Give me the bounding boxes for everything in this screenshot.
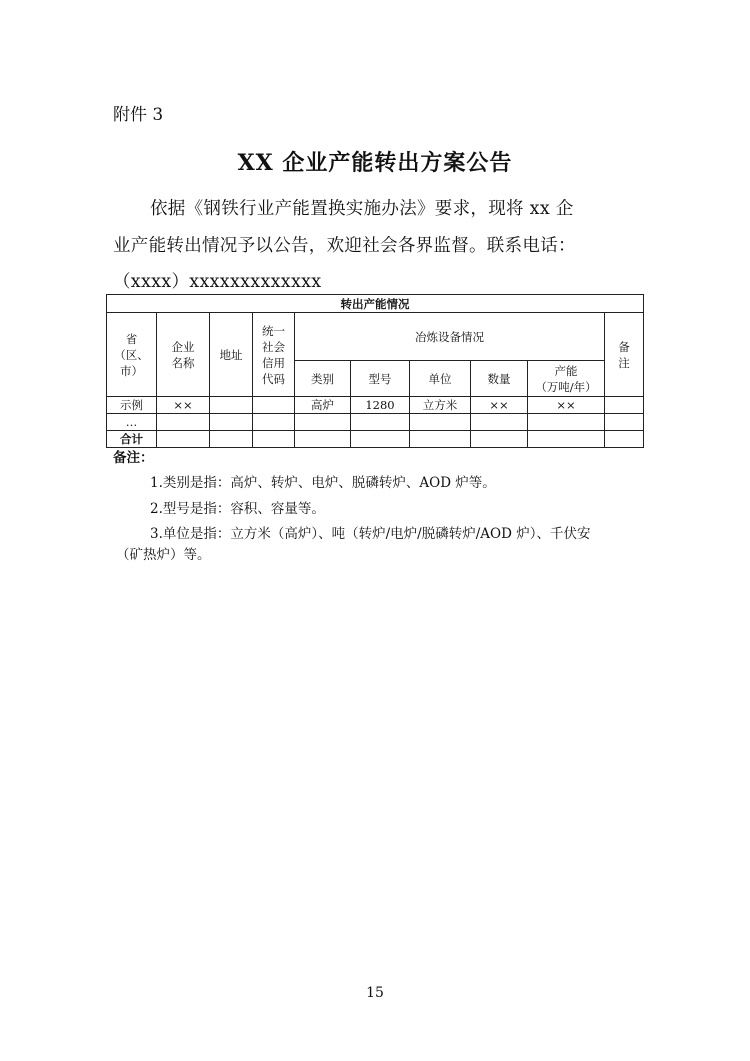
table-row	[107, 397, 644, 414]
cell-province: 示例	[107, 397, 157, 414]
header-capacity: 产能 （万吨/年）	[528, 361, 605, 397]
page-number: 15	[366, 985, 384, 1001]
note-item-1: 1.类别是指：高炉、转炉、电炉、脱磷转炉、AOD 炉等。	[150, 475, 496, 491]
header-category: 类别	[295, 361, 351, 397]
cell-enterprise: ××	[157, 397, 210, 414]
intro-line-2: 业产能转出情况予以公告，欢迎社会各界监督。联系电话：	[113, 236, 576, 256]
cell-quantity: ××	[471, 397, 528, 414]
header-enterprise: 企业 名称	[157, 313, 210, 397]
intro-line-1: 依据《钢铁行业产能置换实施办法》要求，现将 xx 企	[150, 199, 574, 219]
intro-line-3: （xxxx）xxxxxxxxxxxxx	[113, 272, 322, 292]
cell-credit-code	[253, 397, 295, 414]
cell-model: 1280	[351, 397, 410, 414]
cell-unit: 立方米	[410, 397, 471, 414]
table-row	[107, 414, 644, 431]
header-credit-code: 统一 社会 信用 代码	[253, 313, 295, 397]
header-address: 地址	[210, 313, 253, 397]
cell-address	[210, 397, 253, 414]
cell-remarks	[605, 397, 644, 414]
document-title: XX 企业产能转出方案公告	[237, 150, 513, 176]
attachment-label: 附件 3	[113, 105, 164, 125]
note-item-3-continued: （矿热炉）等。	[116, 547, 211, 563]
header-quantity: 数量	[471, 361, 528, 397]
cell-category: 高炉	[295, 397, 351, 414]
note-item-2: 2.型号是指：容积、容量等。	[150, 501, 325, 517]
cell-total-label: 合计	[107, 431, 157, 448]
table-total-row	[107, 431, 644, 448]
header-unit: 单位	[410, 361, 471, 397]
header-province: 省 （区、 市）	[107, 313, 157, 397]
cell-capacity: ××	[528, 397, 605, 414]
table-caption: 转出产能情况	[107, 295, 644, 313]
capacity-table	[106, 294, 644, 448]
cell-ellipsis: …	[107, 414, 157, 431]
header-model: 型号	[351, 361, 410, 397]
header-remarks: 备 注	[605, 313, 644, 397]
header-equipment: 冶炼设备情况	[295, 313, 605, 361]
notes-title: 备注：	[113, 450, 154, 466]
note-item-3: 3.单位是指：立方米（高炉）、吨（转炉/电炉/脱磷转炉/AOD 炉）、千伏安	[150, 526, 591, 542]
